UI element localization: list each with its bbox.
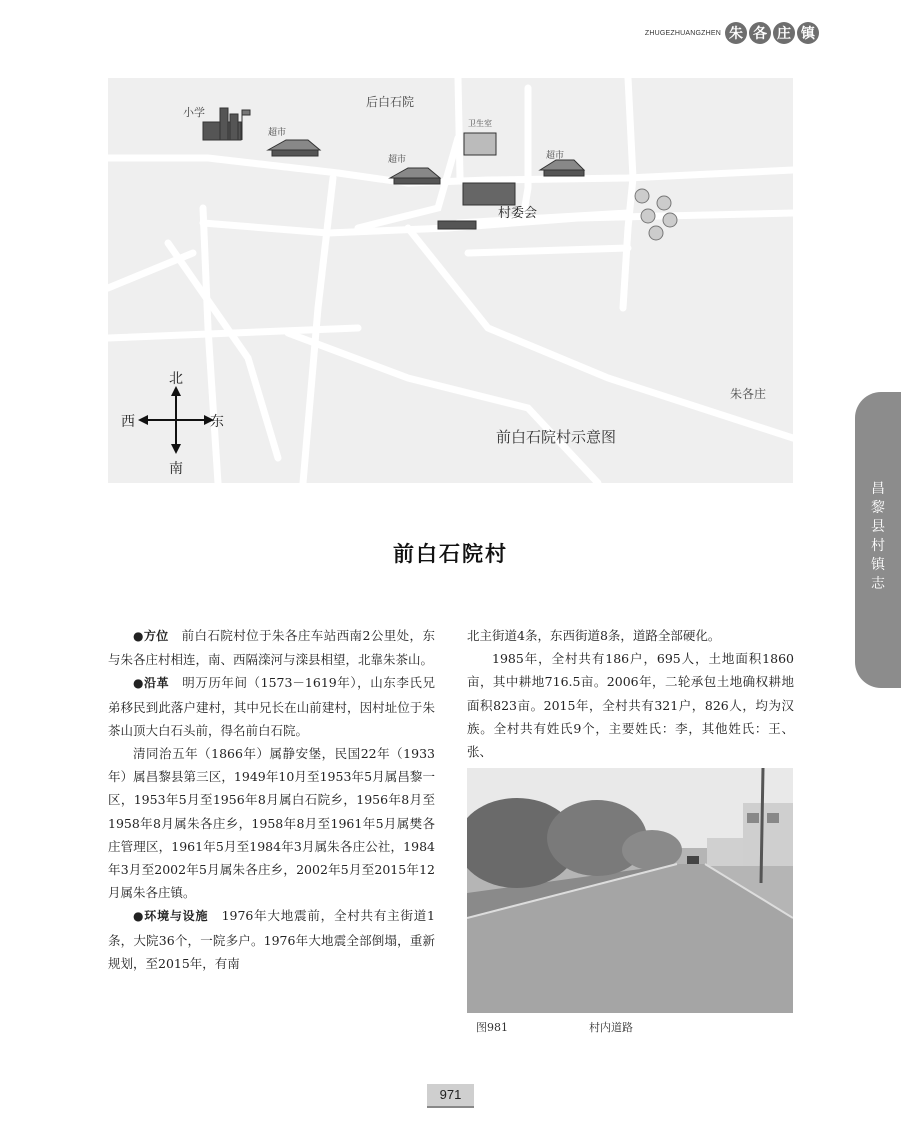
- side-tab-char: 志: [871, 576, 885, 592]
- map-label-north-village: 后白石院: [366, 95, 415, 109]
- paragraph-text: 北主街道4条，东西街道8条，道路全部硬化。: [467, 628, 721, 643]
- paragraph-text: 1985年，全村共有186户，695人，土地面积1860亩，其中耕地716.5亩。2006年，二轮承包土地确权耕地面积823亩。2015年，全村共有321户，826人，均为汉族。全村共有姓氏9个，主要姓氏：李，其他姓氏：王、张、: [467, 651, 794, 760]
- side-tab-char: 镇: [871, 557, 885, 573]
- paragraph-administration: [108, 742, 435, 904]
- section-heading: ●方位: [133, 629, 169, 643]
- map-label-supermarket: 超市: [546, 151, 565, 161]
- map-label-clinic: 卫生室: [468, 119, 492, 128]
- paragraph-text: 1976年大地震前，全村共有主街道1条，大院36个，一院多户。1976年大地震全部倒塌，重新规划，至2015年，有南: [108, 908, 435, 971]
- section-heading: ●沿革: [133, 676, 170, 691]
- map-label-zhugezhuang: 朱各庄: [730, 387, 767, 401]
- paragraph-text: 前白石院村位于朱各庄车站西南2公里处，东与朱各庄村相连，南、西隔滦河与滦县相望，北靠朱茶山。: [108, 628, 435, 668]
- compass-west: 西: [121, 414, 135, 430]
- page-number: 971: [427, 1084, 474, 1108]
- side-tab-text: [855, 480, 901, 594]
- section-heading: ●环境与设施: [133, 909, 209, 924]
- header-title-char: 庄: [773, 22, 795, 44]
- village-road-photo: [467, 768, 793, 1013]
- map-label-supermarket: 超市: [268, 128, 287, 138]
- side-tab: [855, 392, 901, 688]
- road-photo-image: [467, 768, 793, 1013]
- article-column-right: [467, 624, 794, 763]
- compass-east: 东: [210, 414, 224, 430]
- article-column-left: [108, 624, 435, 975]
- map-title: 前白石院村示意图: [496, 428, 617, 446]
- article-title: 前白石院村: [393, 541, 508, 566]
- map-label-school: 小学: [183, 106, 205, 119]
- map-label-village-committee: 村委会: [498, 206, 538, 221]
- village-map: [108, 78, 793, 483]
- paragraph-history: [108, 671, 435, 742]
- compass-south: 南: [169, 461, 183, 477]
- header-title: [725, 22, 819, 44]
- paragraph-text: 清同治五年（1866年）属静安堡，民国22年（1933年）属昌黎县第三区，1949年10月至1953年5月属昌黎一区，1953年5月至1956年8月属白石院乡，1956年8月至1958年8月属朱各庄乡，1958年8月至1961年5月属樊各庄管理区，1961年5月至1984年3月属朱各庄公社，1984年3月至2002年5月属朱各庄乡，2002年5月至2015年12月属朱各庄镇。: [108, 746, 435, 901]
- compass-rose: [116, 370, 226, 480]
- running-header: [645, 22, 819, 44]
- paragraph-text: 明万历年间（1573－1619年），山东李氏兄弟移民到此落户建村，其中兄长在山前建村，因村址位于朱茶山顶大白石头前，得名前白石院。: [108, 675, 435, 738]
- figure-number: 图981: [476, 1021, 508, 1034]
- figure-caption: 村内道路: [589, 1021, 633, 1034]
- side-tab-char: 县: [871, 519, 885, 535]
- side-tab-char: 黎: [871, 500, 885, 516]
- header-pinyin: ZHUGEZHUANGZHEN: [644, 29, 721, 37]
- side-tab-char: 村: [871, 538, 885, 554]
- header-title-char: 朱: [725, 22, 747, 44]
- compass-north: 北: [169, 371, 183, 387]
- paragraph-continuation: [467, 624, 794, 647]
- paragraph-environment: [108, 904, 435, 975]
- map-label-supermarket: 超市: [388, 155, 407, 165]
- header-title-char: 各: [749, 22, 771, 44]
- paragraph-location: [108, 624, 435, 671]
- side-tab-char: 昌: [871, 481, 885, 497]
- paragraph-population: [467, 647, 794, 763]
- header-title-char: 镇: [797, 22, 819, 44]
